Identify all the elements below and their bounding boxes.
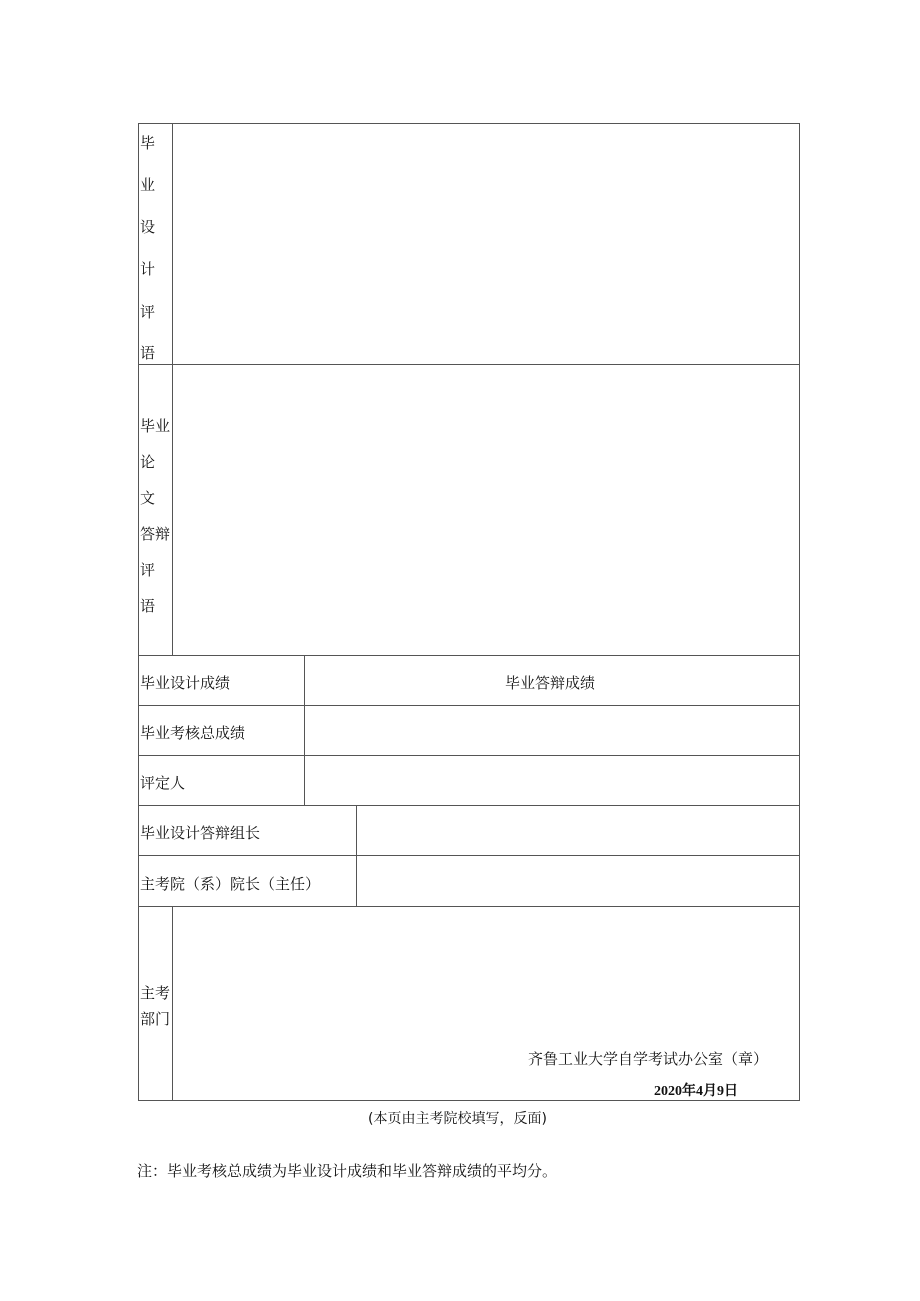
design-score-label: 毕业设计成绩 [140, 674, 231, 692]
dept-label-divider [172, 906, 173, 1101]
label-char: 计 [140, 260, 156, 278]
label-line: 评 [140, 561, 156, 579]
dept-label [140, 906, 172, 1101]
label-line: 文 [140, 489, 156, 507]
label-char: 评 [140, 303, 156, 321]
group-leader-field[interactable] [357, 806, 799, 855]
label-char: 毕 [140, 134, 156, 152]
footnote: 注：毕业考核总成绩为毕业设计成绩和毕业答辩成绩的平均分。 [137, 1162, 558, 1180]
label-line: 论 [140, 453, 156, 471]
defense-comment-label [140, 365, 172, 655]
label-char: 业 [140, 176, 156, 194]
label-line: 答辩 [140, 525, 171, 543]
group-leader-label: 毕业设计答辩组长 [140, 824, 261, 842]
label-char: 设 [140, 218, 156, 236]
page-caption: (本页由主考院校填写，反面) [368, 1111, 547, 1127]
total-score-label: 毕业考核总成绩 [140, 724, 246, 742]
label-line: 部门 [140, 1010, 171, 1028]
assessor-label: 评定人 [140, 774, 186, 792]
design-comment-field[interactable] [173, 124, 799, 364]
row-divider [138, 364, 800, 365]
assessor-field[interactable] [305, 756, 799, 805]
defense-score-label: 毕业答辩成绩 [505, 674, 596, 692]
office-seal-text: 齐鲁工业大学自学考试办公室（章） [528, 1050, 769, 1068]
defense-comment-field[interactable] [173, 366, 799, 655]
label-line: 毕业 [140, 417, 171, 435]
total-score-field[interactable] [305, 706, 799, 755]
dean-field[interactable] [357, 856, 799, 906]
row-divider [138, 906, 800, 907]
label-char: 语 [140, 344, 156, 362]
label-line: 主考 [140, 984, 171, 1002]
label-line: 语 [140, 597, 156, 615]
row-divider [138, 655, 800, 656]
date-text: 2020年4月9日 [654, 1084, 738, 1099]
design-comment-label [140, 123, 172, 365]
dean-label: 主考院（系）院长（主任） [140, 875, 321, 893]
